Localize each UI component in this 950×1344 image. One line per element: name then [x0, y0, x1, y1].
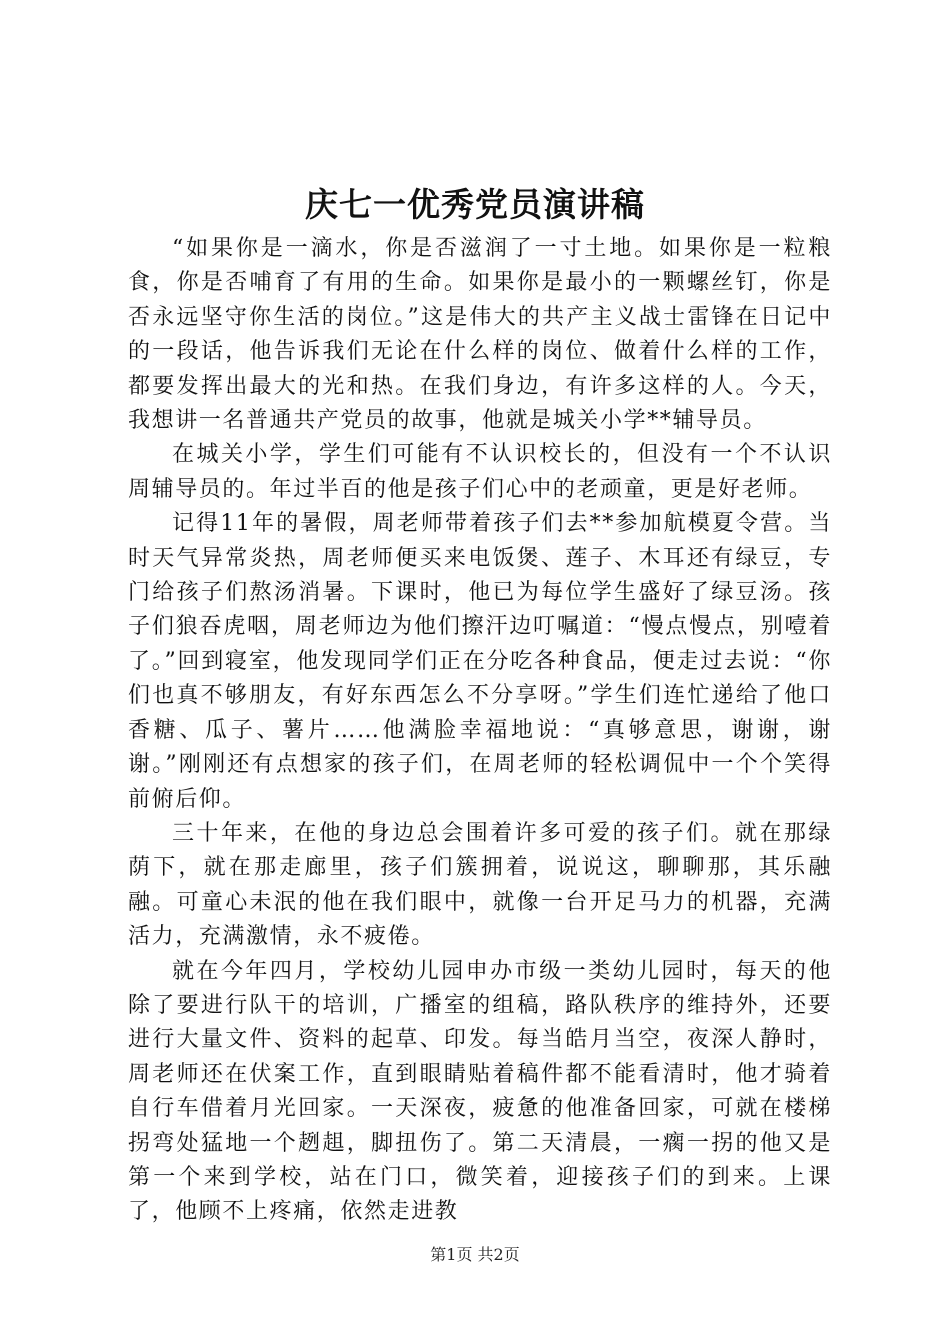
- paragraph-3: 记得11年的暑假，周老师带着孩子们去**参加航模夏令营。当时天气异常炎热，周老师便买来电饭煲、莲子、木耳还有绿豆，专门给孩子们熬汤消暑。下课时，他已为每位学生盛好了绿豆汤。孩子们狼吞虎咽，周老师边为他们擦汗边叮嘱道：“慢点慢点，别噎着了。”回到寝室，他发现同学们正在分吃各种食品，便走过去说：“你们也真不够朋友，有好东西怎么不分享呀。”学生们连忙递给了他口香糖、瓜子、薯片……他满脸幸福地说：“真够意思，谢谢，谢谢。”刚刚还有点想家的孩子们，在周老师的轻松调侃中一个个笑得前俯后仰。: [128, 511, 832, 812]
- paragraph-4: 三十年来，在他的身边总会围着许多可爱的孩子们。就在那绿荫下，就在那走廊里，孩子们簇拥着，说说这，聊聊那，其乐融融。可童心未泯的他在我们眼中，就像一台开足马力的机器，充满活力，充满激情，永不疲倦。: [128, 820, 832, 950]
- paragraph-2: 在城关小学，学生们可能有不认识校长的，但没有一个不认识周辅导员的。年过半百的他是孩子们心中的老顽童，更是好老师。: [128, 442, 832, 502]
- document-body: [128, 232, 832, 1230]
- paragraph-5: 就在今年四月，学校幼儿园申办市级一类幼儿园时，每天的他除了要进行队干的培训，广播室的组稿，路队秩序的维持外，还要进行大量文件、资料的起草、印发。每当皓月当空，夜深人静时，周老师还在伏案工作，直到眼睛贴着稿件都不能看清时，他才骑着自行车借着月光回家。一天深夜，疲惫的他准备回家，可就在楼梯拐弯处猛地一个趔趄，脚扭伤了。第二天清晨，一瘸一拐的他又是第一个来到学校，站在门口，微笑着，迎接孩子们的到来。上课了，他顾不上疼痛，依然走进教: [128, 958, 832, 1225]
- document-title: 庆七一优秀党员演讲稿: [305, 185, 645, 224]
- page-footer: 第1页 共2页: [430, 1245, 520, 1264]
- paragraph-1: “如果你是一滴水，你是否滋润了一寸土地。如果你是一粒粮食，你是否哺育了有用的生命。如果你是最小的一颗螺丝钉，你是否永远坚守你生活的岗位。”这是伟大的共产主义战士雷锋在日记中的一段话，他告诉我们无论在什么样的岗位、做着什么样的工作，都要发挥出最大的光和热。在我们身边，有许多这样的人。今天，我想讲一名普通共产党员的故事，他就是城关小学**辅导员。: [128, 236, 832, 434]
